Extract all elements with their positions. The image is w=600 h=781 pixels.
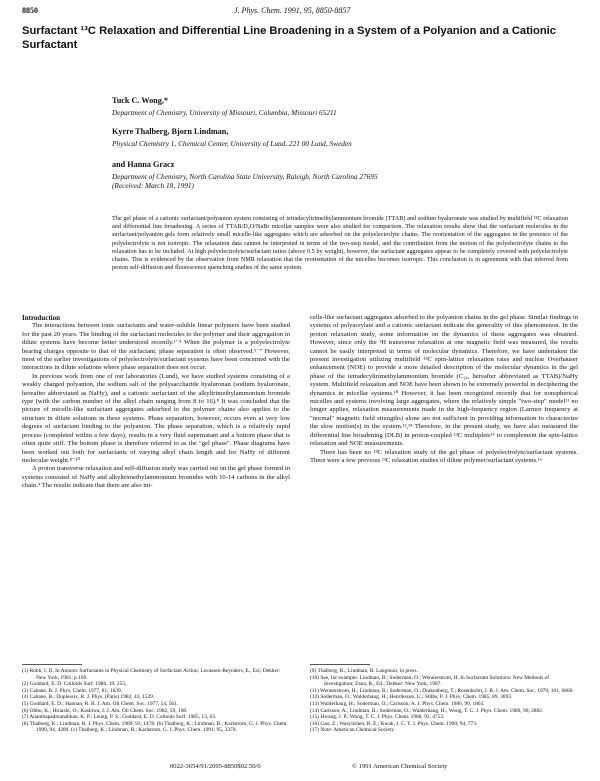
reference: (2) Goddard, E. D. Colloids Surf. 1986, 19, 255. [22, 681, 127, 688]
reference: (14) Carlsson, A.; Lindman, B.; Soderman, O.; Walderhaug, H.; Wong, T. C. J. Phys. Chem. 1986, 90, 2882. [310, 707, 544, 714]
right-column [310, 314, 578, 465]
received-date: (Received: March 18, 1991) [112, 181, 194, 190]
intro-paragraph-1: The interactions between ionic surfactants and water-soluble linear polymers have been studied for the past 20 years. The binding of the surfactant molecules to the polymer and their aggregation in dilute systems have become better understood recently.¹⁻⁴ When the polymer is a polyelectrolyte bearing charges opposite to that of the surfactant, phase separation is often observed.⁵⁻⁷ However, most of the earlier investigations of polyelectrolyte/surfactant systems have been concerned with the interactions in dilute solutions where phase separation does not occur. [22, 322, 290, 372]
affiliation-1: Department of Chemistry, University of Missouri, Columbia, Missouri 65211 [112, 108, 337, 117]
reference: (6) Ohbu, K.; Hiraishi, O.; Kashiwa, I. J. Am. Oil Chem. Soc. 1982, 59, 108. [22, 707, 188, 714]
reference: (12) Soderman, O.; Walderhaug, H.; Henriksson, U.; Stilbs, P. J. Phys. Chem. 1985, 89, 3693. [310, 694, 513, 701]
author-line-2: Kyrre Thalberg, Bjorn Lindman, [112, 127, 229, 136]
footer-copyright: © 1991 American Chemical Society [352, 763, 448, 770]
left-column [22, 314, 290, 491]
author-line-1: Tuck C. Wong,* [112, 96, 168, 105]
author-line-3: and Hanna Gracz [112, 160, 175, 169]
right-paragraph-2: There has been no ¹³C relaxation study of the gel phase of polyelectrolyte/surfactant systems. There were a few previous ¹³C relaxation studies of dilute polymer/surfactant systems.¹⁶ [310, 448, 578, 464]
journal-citation: J. Phys. Chem. 1991, 95, 8850-8857 [234, 6, 351, 15]
abstract: The gel phase of a cationic surfactant/polyanion system consisting of tetradecyltrimethylammonium bromide (TTAB) and sodium hyaluronate was studied by multifield ¹³C relaxation and differential line broadening. A series of TTAB/D₂O/NaBr micellar samples were also studied for comparison. The relaxation results show that the surfactant molecules in the surfactant/polyanion gels form relatively small micelle-like aggregates which are adsorbed on the polyelectrolyte chains. The reorientation of the aggregates in the presence of the polyelectrolyte is not isotropic. The relaxation data cannot be interpreted in terms of the two-step model, and the contribution from the motion of the polyelectrolyte chains to the relaxation has to be included. At high polyelectrolyte/surfactant ratios (above 0.5 by weight), however, the surfactant aggregates appear to be completely covered with polyelectrolyte chains. This is evidenced by the observation from NMR relaxation that the reorientation of the micelles becomes isotropic. This conclusion is in agreement with that inferred from proton self-diffusion and fluorescence quenching studies of the same system. [112, 215, 568, 272]
reference: (15) Hwang, J. P.; Wong, T. C. J. Phys. Chem. 1988, 92, 4753. [310, 714, 445, 721]
reference: (5) Goddard, E. D.; Hannan, R. B. J. Am. Oil Chem. Soc. 1977, 54, 561. [22, 700, 179, 707]
affiliation-2: Physical Chemistry 1, Chemical Center, University of Lund, 221 00 Lund, Sweden [112, 139, 352, 148]
section-heading-introduction: Introduction [22, 314, 60, 322]
footnote-rule-right [310, 664, 370, 665]
running-header [22, 6, 570, 18]
reference: (1) Robb, I. D. In Anionic Surfactants in Physical Chemistry of Surfactant Action; Lucassen-Reynders, E., Ed.; Dekker: New York, 1981; p 109. [22, 668, 281, 681]
reference: (9) Thalberg, K.; Lindman, B. Langmuir, in press. [310, 668, 418, 674]
right-paragraph-1: celle-like surfactant aggregates adsorbed to the polyanion chains in the gel phase. Similar findings in systems of polyacrylate and a cationic surfactant indicate the generality of this phenomenon. In the proton relaxation study, some information on the dynamics of these aggregates was obtained. However, since only the ¹H transverse relaxation at one magnetic field was measured, the results cannot be easily interpreted in terms of molecular dynamics. Therefore, we have undertaken the present investigation utilizing multifield ¹³C spin-lattice relaxation rates and nuclear Overhauser enhancement (NOE) to provide a more detailed description of the molecular dynamics in the gel phase of the tetradecyltrimethylammonium bromide (C₁₄, hereafter abbreviated as TTAB)/NaHy system. Multifield relaxation and NOE have been shown to be extremely powerful in deciphering the dynamics in micellar systems.¹⁰ However, it has been recognized recently that for nonspherical micelles and systems involving large aggregates, where the relatively simple "two-step" model¹¹ no longer applies, relaxation measurements made in the high-frequency region (Larmor frequency at "normal" magnetic field strengths) alone are not sufficient in providing information to characterize the slow motion(s) in the system.¹²,¹⁴ Therefore, in the present study, we have also measured the differential line broadening (DLB) in proton-coupled ¹³C multiplets¹⁵ to complement the spin-lattice relaxation and NOE measurements. [310, 314, 578, 448]
reference: (13) Walderhaug, H.; Soderman, O.; Carlsson, A. J. Phys. Chem. 1986, 90, 1863. [310, 700, 485, 707]
references-right [310, 668, 576, 734]
page-number: 8850 [22, 6, 38, 15]
footer-code: 0022-3654/91/2095-8850$02.50/0 [170, 763, 261, 770]
reference: (4) Cabane, B.; Duplessix, R. J. Phys. (Paris) 1982, 43, 1529. [22, 694, 155, 701]
footnote-rule-left [22, 664, 82, 665]
reference: (11) Wennerstrom, H.; Lindman, B.; Soderman, O.; Drakenberg, T.; Rosenholm, J. B. J. Am. Chem. Soc. 1979, 101, 6860. [310, 687, 574, 694]
reference: (17) Note: American Chemical Society [310, 727, 395, 734]
reference: (16) Gao, Z.; Wasylishen, R. E.; Kwak, J. C. T. J. Phys. Chem. 1990, 94, 773. [310, 720, 478, 727]
article-title: Surfactant ¹³C Relaxation and Differential Line Broadening in a System of a Polyanion and a Cationic Surfactant [22, 25, 556, 51]
reference: (10) See, for example: Lindman, B.; Soderman, O.; Wennerstrom, H. In Surfactant Solutions: New Methods of Investigation; Zana, R., Ed.; Dekker: New York, 1987. [310, 674, 550, 688]
reference: (7) Ananthapadmanabhan, K. P.; Leung, P. S.; Goddard, E. D. Colloids Surf. 1985, 13, 63. [22, 714, 217, 721]
affiliation-3: Department of Chemistry, North Carolina State University, Raleigh, North Carolina 27695 [112, 172, 378, 181]
references-left [22, 668, 288, 734]
intro-paragraph-3: A proton transverse relaxation and self-diffusion study was carried out on the gel phase formed in systems consisted of NaHy and alkyltrimethylammonium bromides with 10-14 carbons in the alkyl chain.⁹ The results indicate that there are also mi- [22, 465, 290, 490]
intro-paragraph-2: In previous work from one of our laboratories (Lund), we have studied systems consisting of a weakly charged polyanion, the sodium salt of the polysaccharide hyaluronan (sodium hyaluronate, hereafter abbreviated as NaHy), and a cationic surfactant of the alkyltrimethylammonium bromide type (with the carbon number of the alkyl chain ranging from 8 to 16).⁸ It was concluded that the picture of micelle-like surfactant aggregates adsorbed to the polymer chains also applies to the structure in dilute solutions in these systems. Phase separation, however, occurs even at very low degrees of surfactant binding to the polyanion. The phase separation, which is a relatively rapid process (completed within a few days), results in a very fluid supernatant and a bottom phase that is often quite stiff. The bottom phase is therefore referred to as the "gel phase". Phase diagrams have been worked out both for surfactants of varying alkyl chain length and for NaHy of different molecular weight.⁸⁻¹⁰ [22, 372, 290, 464]
reference: (8) Thalberg, K.; Lindman, B. J. Phys. Chem. 1989, 93, 1478. (b) Thalberg, K.; Lindman, B.; Karlstrom, G. J. Phys. Chem. 1990, 94, 4289. (c) Thalberg, K.; Lindman, B.; Karlstrom, G. J. Phys. Chem. 1991, 95, 3370. [22, 720, 288, 734]
reference: (3) Cabane, B. J. Phys. Chem. 1977, 81, 1639. [22, 687, 123, 694]
